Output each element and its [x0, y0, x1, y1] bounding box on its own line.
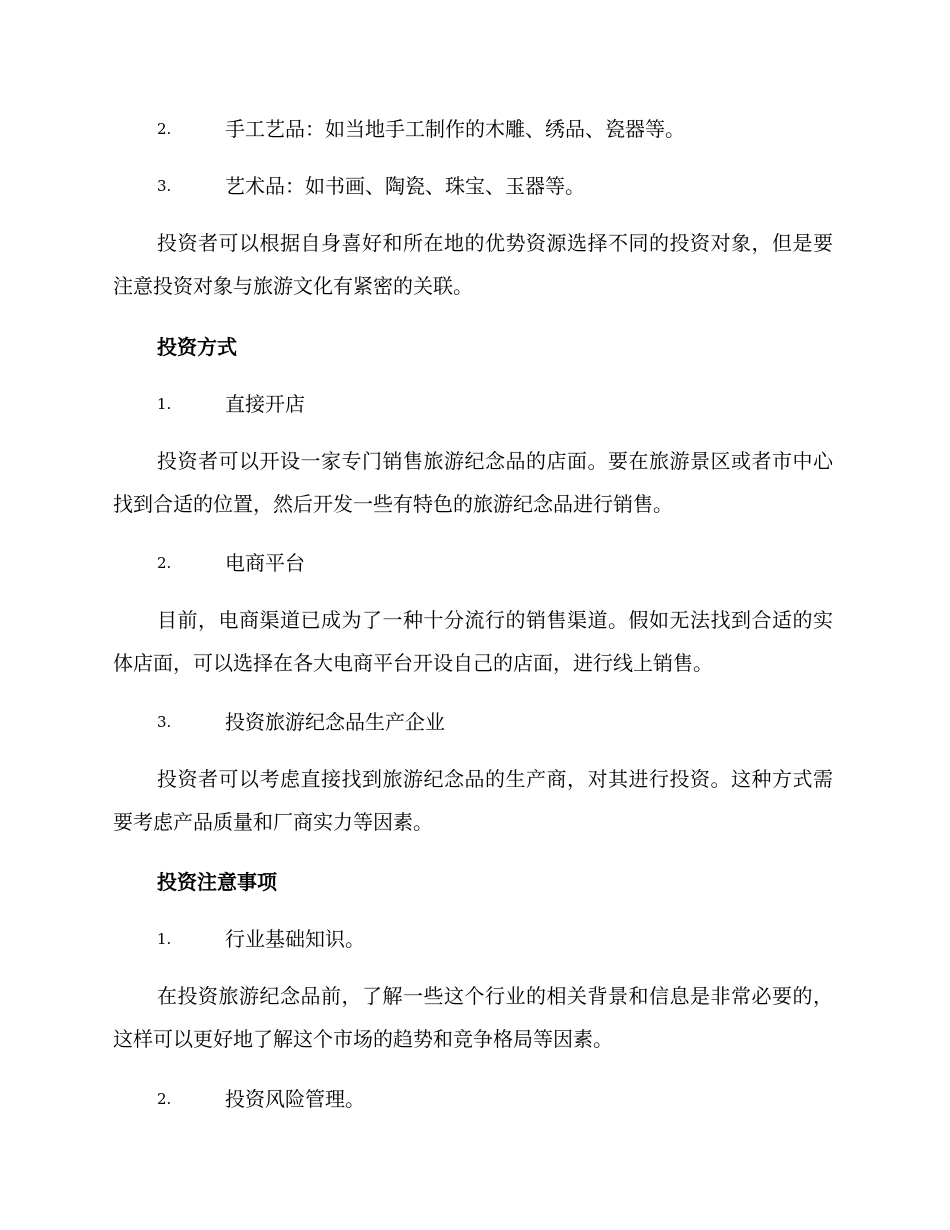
intro-paragraph: 投资者可以根据自身喜好和所在地的优势资源选择不同的投资对象，但是要注意投资对象与旅游文化有紧密的关联。 — [113, 231, 833, 298]
note-title: 行业基础知识。 — [225, 927, 365, 951]
section-heading-methods: 投资方式 — [157, 335, 237, 359]
list-item — [157, 114, 685, 144]
method-item — [157, 548, 305, 578]
method-title: 直接开店 — [225, 392, 305, 416]
note-title: 投资风险管理。 — [225, 1087, 365, 1111]
method-title: 投资旅游纪念品生产企业 — [225, 710, 445, 734]
list-number: 2. — [157, 554, 172, 572]
note-item — [157, 1084, 365, 1114]
note-description: 在投资旅游纪念品前，了解一些这个行业的相关背景和信息是非常必要的，这样可以更好地了解这个市场的趋势和竞争格局等因素。 — [113, 984, 833, 1051]
method-description: 目前，电商渠道已成为了一种十分流行的销售渠道。假如无法找到合适的实体店面，可以选择在各大电商平台开设自己的店面，进行线上销售。 — [113, 608, 833, 675]
method-description: 投资者可以考虑直接找到旅游纪念品的生产商，对其进行投资。这种方式需要考虑产品质量和厂商实力等因素。 — [113, 767, 833, 834]
list-number: 2. — [157, 1090, 172, 1108]
list-item-text: 手工艺品：如当地手工制作的木雕、绣品、瓷器等。 — [225, 117, 685, 141]
list-number: 3. — [157, 713, 172, 731]
list-number: 3. — [157, 177, 172, 195]
section-heading-notes: 投资注意事项 — [157, 870, 277, 894]
list-number: 1. — [157, 395, 172, 413]
list-item-text: 艺术品：如书画、陶瓷、珠宝、玉器等。 — [225, 174, 585, 198]
note-item — [157, 924, 365, 954]
list-number: 1. — [157, 930, 172, 948]
method-item — [157, 389, 305, 419]
list-item — [157, 171, 585, 201]
method-description: 投资者可以开设一家专门销售旅游纪念品的店面。要在旅游景区或者市中心找到合适的位置，然后开发一些有特色的旅游纪念品进行销售。 — [113, 449, 833, 516]
method-item — [157, 707, 445, 737]
list-number: 2. — [157, 120, 172, 138]
method-title: 电商平台 — [225, 551, 305, 575]
